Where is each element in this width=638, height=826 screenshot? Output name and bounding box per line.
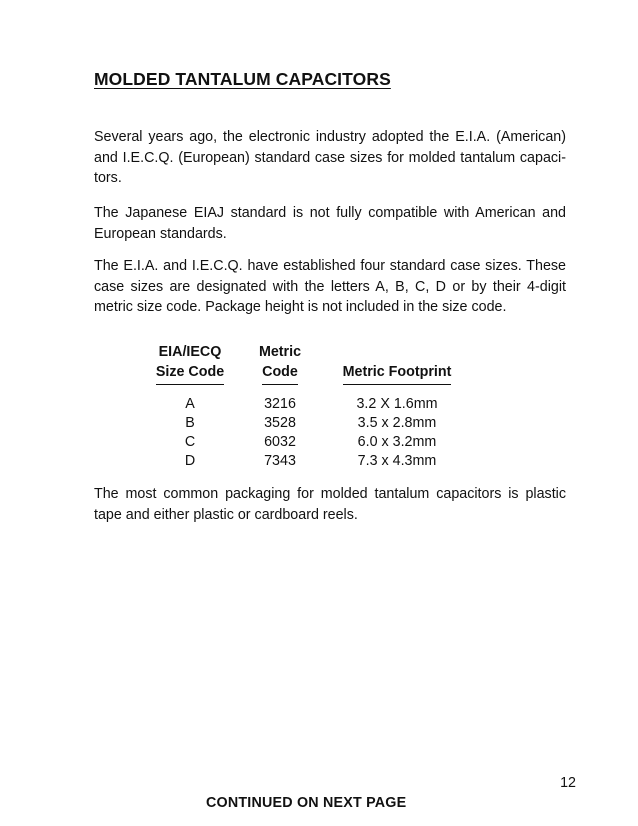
table-cell-size: D: [184, 453, 196, 469]
header-metric-line1: Metric: [258, 344, 302, 360]
header-footprint-label: Metric Footprint: [343, 362, 452, 385]
header-eia-size-code: [150, 342, 230, 385]
header-metric-footprint: [338, 362, 456, 385]
continued-footer: CONTINUED ON NEXT PAGE: [206, 795, 407, 811]
header-eia-line1: EIA/IECQ: [158, 344, 222, 360]
packaging-paragraph: The most common packaging for molded tantalum capacitors is plastic tape and either plastic or cardboard reels.: [94, 486, 566, 523]
case-sizes-paragraph: The E.I.A. and I.E.C.Q. have established four standard case sizes. These case sizes are designated with the letters A, B, C, D or by their 4-digit metric size code. Package height is not included in the size code.: [94, 258, 566, 315]
table-cell-metric: 6032: [264, 434, 296, 450]
table-cell-metric: 7343: [264, 453, 296, 469]
page-number: 12: [560, 775, 576, 791]
table-cell-size: A: [185, 396, 195, 412]
table-cell-metric: 3216: [264, 396, 296, 412]
header-eia-line2: Size Code: [156, 362, 224, 385]
eiaj-paragraph: The Japanese EIAJ standard is not fully compatible with American and European standards.: [94, 205, 566, 242]
page-title: MOLDED TANTALUM CAPACITORS: [94, 69, 391, 89]
table-cell-size: B: [185, 415, 195, 431]
table-cell-footprint: 6.0 x 3.2mm: [357, 434, 437, 450]
table-cell-size: C: [184, 434, 196, 450]
header-metric-line2: Code: [262, 362, 298, 385]
table-cell-footprint: 3.5 x 2.8mm: [357, 415, 437, 431]
intro-paragraph: Several years ago, the electronic industry adopted the E.I.A. (American) and I.E.C.Q. (European) standard case sizes for molded tantalum capaci-tors.: [94, 129, 566, 186]
table-cell-footprint: 3.2 X 1.6mm: [356, 396, 438, 412]
table-cell-footprint: 7.3 x 4.3mm: [357, 453, 437, 469]
header-metric-code: [250, 342, 310, 385]
table-cell-metric: 3528: [264, 415, 296, 431]
